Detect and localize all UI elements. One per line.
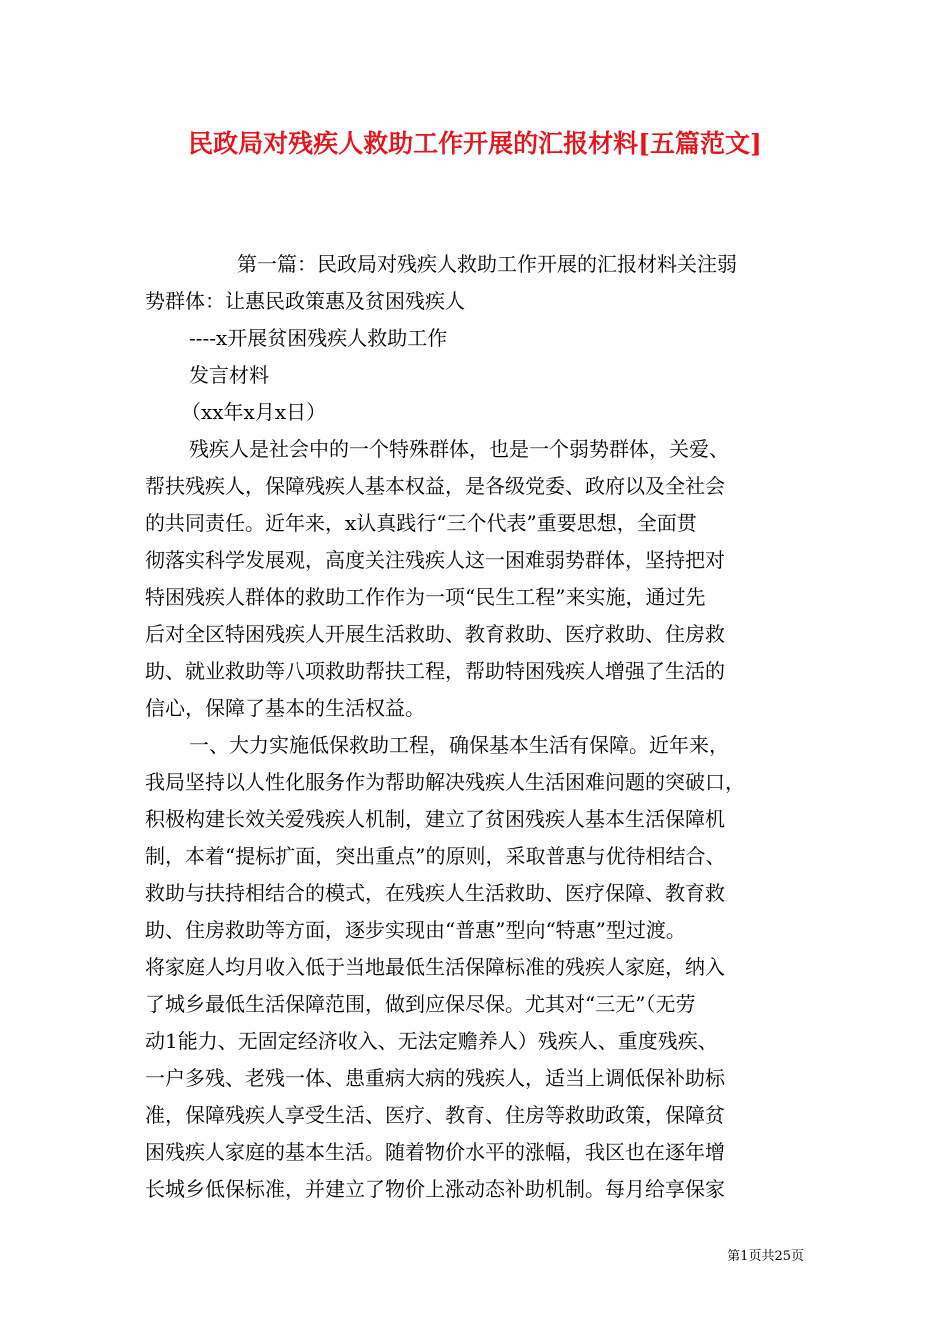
text-line: 的共同责任。近年来，x认真践行“三个代表”重要思想，全面贯 <box>145 511 697 535</box>
text-line: 动1能力、无固定经济收入、无法定赡养人）残疾人、重度残疾、 <box>145 1029 718 1053</box>
text-line: 将家庭人均月收入低于当地最低生活保障标准的残疾人家庭，纳入 <box>145 955 725 979</box>
page-footer: 第1页共25页 <box>727 1249 804 1264</box>
text-line: 一户多残、老残一体、患重病大病的残疾人，适当上调低保补助标 <box>145 1066 725 1090</box>
text-line: 制，本着“提标扩面，突出重点”的原则，采取普惠与优待相结合、 <box>145 844 726 868</box>
text-line: 积极构建长效关爱残疾人机制，建立了贫困残疾人基本生活保障机 <box>145 807 725 831</box>
text-line: （xx年x月x日） <box>181 400 327 424</box>
text-line: 残疾人是社会中的一个特殊群体，也是一个弱势群体，关爱、 <box>189 437 729 461</box>
text-line: 信心，保障了基本的生活权益。 <box>145 696 425 720</box>
text-line: 第一篇：民政局对残疾人救助工作开展的汇报材料关注弱 <box>237 252 737 276</box>
text-line: 彻落实科学发展观，高度关注残疾人这一困难弱势群体，坚持把对 <box>145 548 725 572</box>
text-line: 准，保障残疾人享受生活、医疗、教育、住房等救助政策，保障贫 <box>145 1103 725 1127</box>
text-line: 后对全区特困残疾人开展生活救助、教育救助、医疗救助、住房救 <box>145 622 725 646</box>
text-line: 发言材料 <box>189 363 269 387</box>
document-title: 民政局对残疾人救助工作开展的汇报材料[五篇范文] <box>188 129 762 158</box>
text-line: 助、就业救助等八项救助帮扶工程，帮助特困残疾人增强了生活的 <box>145 659 725 683</box>
text-line: 困残疾人家庭的基本生活。随着物价水平的涨幅，我区也在逐年增 <box>145 1140 725 1164</box>
text-line: 势群体：让惠民政策惠及贫困残疾人 <box>145 289 465 313</box>
text-line: 一、大力实施低保救助工程，确保基本生活有保障。近年来， <box>189 733 729 757</box>
text-line: 助、住房救助等方面，逐步实现由“普惠”型向“特惠”型过渡。 <box>145 918 686 942</box>
text-line: 救助与扶持相结合的模式，在残疾人生活救助、医疗保障、教育救 <box>145 881 725 905</box>
text-line: 特困残疾人群体的救助工作作为一项“民生工程”来实施，通过先 <box>145 585 706 609</box>
text-line: 我局坚持以人性化服务作为帮助解决残疾人生活困难问题的突破口， <box>145 770 745 794</box>
text-line: 帮扶残疾人，保障残疾人基本权益，是各级党委、政府以及全社会 <box>145 474 725 498</box>
document-body <box>145 246 805 1208</box>
text-line: 了城乡最低生活保障范围，做到应保尽保。尤其对“三无”（无劳 <box>145 992 696 1016</box>
text-line: ----x开展贫困残疾人救助工作 <box>189 326 448 350</box>
text-line: 长城乡低保标准，并建立了物价上涨动态补助机制。每月给享保家 <box>145 1177 725 1201</box>
